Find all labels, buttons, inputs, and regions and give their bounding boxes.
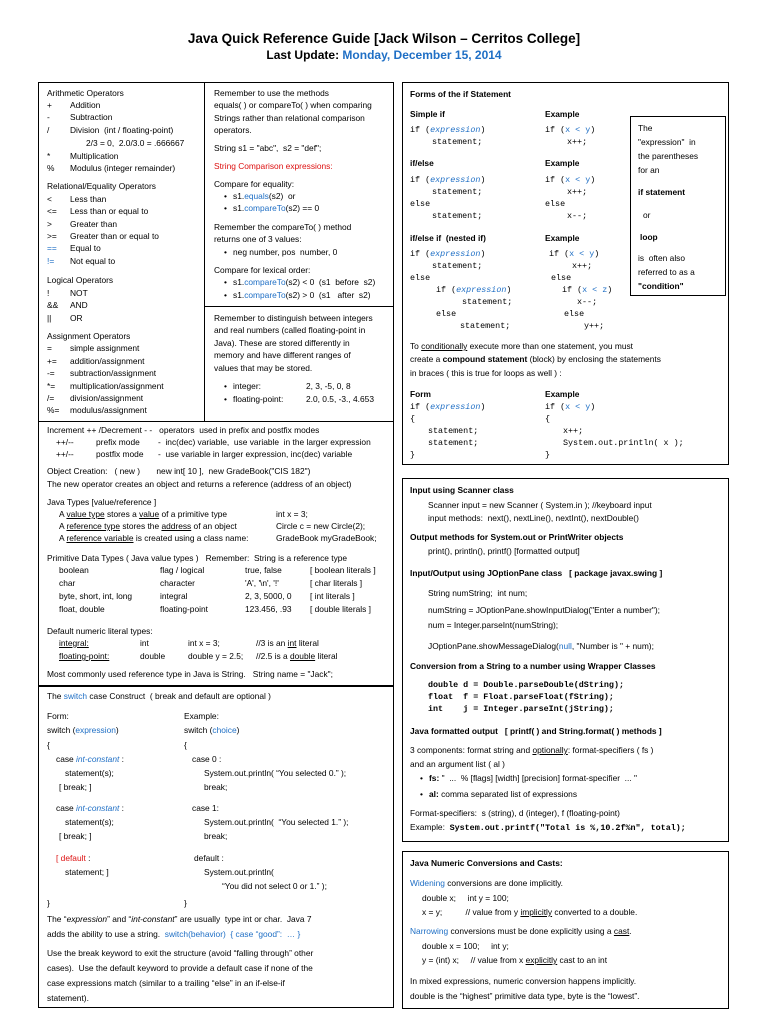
text-line: postfix mode [96,449,144,459]
text-line: Example: [184,711,219,721]
text-line: float, double [59,604,105,614]
text-line: double x; int y = 100; [422,893,509,903]
text-line: JOptionPane.showMessageDialog(null, "Number is " + num); [428,641,654,651]
text-line: input methods: next(), nextLine(), nextInt(), nextDouble() [428,513,639,523]
text-line: statement; [432,261,483,271]
text-line: cases). Use the default keyword to provide a default case if none of the [47,963,313,973]
text-line: if (expression) [410,249,486,259]
text-line: >= [47,231,57,241]
text-line: double x = 100; int y; [422,941,509,951]
text-line: *= [47,381,56,391]
text-line: is often also [638,253,686,263]
text-line: adds the ability to use a string. switch(behavior) { case “good”: … } [47,929,301,939]
text-line: == [47,243,57,253]
text-line: values that may be stored. [214,363,313,373]
text-line: A reference type stores the address of an object [59,521,237,531]
text-line: statement(s); [65,817,114,827]
text-line: • floating-point: [224,394,284,404]
text-line: integral [160,591,188,601]
text-line: and an argument list ( al ) [410,759,505,769]
text-line: < [47,194,52,204]
text-line: Modulus (integer remainder) [70,163,176,173]
text-line: && [47,300,59,310]
text-line: int j = Integer.parseInt(jString); [428,704,614,714]
text-line: Conversion from a String to a number using Wrapper Classes [410,661,656,671]
text-line: statement; [428,426,479,436]
text-line: memory and have different ranges of [214,350,351,360]
text-line: //2.5 is a double literal [256,651,338,661]
text-line: /= [47,393,55,403]
text-line: boolean [59,565,89,575]
page-title: Java Quick Reference Guide [Jack Wilson – Cerritos College] [187,31,581,46]
text-line: double y = 2.5; [188,651,244,661]
text-line: 'A', '\n', '!' [245,578,279,588]
text-line: Increment ++ /Decrement - - operators used in prefix and postfix modes [47,425,320,435]
text-line: • integer: [224,381,261,391]
text-line: || [47,313,52,323]
text-line: ++/-- [56,437,74,447]
text-line: division/assignment [70,393,144,403]
text-line: GradeBook myGradeBook; [276,533,377,543]
text-line: Widening conversions are done implicitly. [410,878,563,888]
text-line: / [47,125,50,135]
text-line: Example [545,233,580,243]
text-line: case expressions match (similar to a trailing “else” in an if-else-if [47,978,285,988]
text-line: Scanner input = new Scanner ( System.in ); //keyboard input [428,500,652,510]
text-line: -= [47,368,55,378]
text-line: int x = 3; [188,638,220,648]
text-line: if (expression) [410,175,486,185]
text-line: Greater than or equal to [70,231,159,241]
text-line: Remember the compareTo( ) method [214,222,352,232]
text-line: ++/-- [56,449,74,459]
text-line: subtraction/assignment [70,368,157,378]
text-line: double is the “highest” primitive data type, byte is the “lowest”. [410,991,640,1001]
text-line: The [638,123,653,133]
text-line: equals( ) or compareTo( ) when comparing [214,100,372,110]
operators-bottom-divider [38,421,394,422]
text-line: Java Types [value/reference ] [47,497,157,507]
text-line: case 0 : [192,754,222,764]
text-line: Input using Scanner class [410,485,514,495]
text-line: OR [70,313,83,323]
text-line: • neg number, pos number, 0 [224,247,338,257]
text-line: "expression" in [638,137,696,147]
text-line: y++; [584,321,605,331]
text-line: if (x < y) [545,175,596,185]
text-line: statement; [428,438,479,448]
text-line: floating-point [160,604,208,614]
text-line: } [410,450,416,460]
text-line: - use variable in larger expression, inc(dec) variable [158,449,353,459]
text-line: if/else [410,158,434,168]
text-line: byte, short, int, long [59,591,133,601]
text-line: Arithmetic Operators [47,88,124,98]
text-line: multiplication/assignment [70,381,164,391]
text-line: In mixed expressions, numeric conversion happens implicitly. [410,976,637,986]
text-line: case int-constant : [56,754,124,764]
text-line: Assignment Operators [47,331,131,341]
text-line: • s1.compareTo(s2) > 0 (s1 after s2) [224,290,371,300]
text-line: int x = 3; [276,509,308,519]
text-line: Equal to [70,243,101,253]
text-line: statement; [432,137,483,147]
text-line: System.out.println( [204,867,274,877]
text-line: referred to as a [638,267,695,277]
text-line: addition/assignment [70,356,145,366]
text-line: integral: [59,638,89,648]
text-line: prefix mode [96,437,140,447]
text-line: break; [204,782,228,792]
text-line: else [545,199,566,209]
operators-divider [204,82,205,421]
text-line: Example [545,109,580,119]
text-line: Object Creation: ( new ) new int[ 10 ], new GradeBook("CIS 182") [47,466,311,476]
text-line: Example: System.out.printf("Total is %,10.2f%n", total); [410,822,686,833]
text-line: { [410,414,416,424]
text-line: if (expression) [410,402,486,412]
text-line: += [47,356,57,366]
text-line: for an [638,165,660,175]
text-line: NOT [70,288,88,298]
text-line: if (x < y) [545,125,596,135]
text-line: if/else if (nested if) [410,233,486,243]
text-line: 2.0, 0.5, -3., 4.653 [306,394,374,404]
text-line: - [47,112,50,122]
text-line: operators. [214,125,252,135]
text-line: if (x < y) [545,402,596,412]
text-line: { [545,414,551,424]
text-line: double [140,651,166,661]
text-line: Remember to distinguish between integers [214,313,373,323]
text-line: x++; [563,426,584,436]
text-line: Simple if [410,109,445,119]
text-line: 2, 3, -5, 0, 8 [306,381,351,391]
text-line: • s1.compareTo(s2) < 0 (s1 before s2) [224,277,376,287]
text-line: Primitive Data Types ( Java value types ) Remember: String is a reference type [47,553,348,563]
text-line: %= [47,405,60,415]
text-line: The new operator creates an object and returns a reference (address of an object) [47,479,352,489]
text-line: //3 is an int literal [256,638,319,648]
text-line: break; [204,831,228,841]
text-line: switch (expression) [47,725,119,735]
text-line: [ int literals ] [310,591,355,601]
text-line: else [436,309,457,319]
text-line: + [47,100,52,110]
text-line: Java formatted output [ printf( ) and String.format( ) methods ] [410,726,662,736]
text-line: Circle c = new Circle(2); [276,521,366,531]
text-line: flag / logical [160,565,205,575]
text-line: Output methods for System.out or PrintWriter objects [410,532,624,542]
text-line: else [410,273,431,283]
text-line: [ break; ] [59,782,92,792]
text-line: Java). These are stored differently in [214,338,350,348]
text-line: [ char literals ] [310,578,363,588]
text-line: 2, 3, 5000, 0 [245,591,292,601]
text-line: “You did not select 0 or 1.” ); [222,881,327,891]
text-line: if (expression) [410,125,486,135]
text-line: loop [640,232,658,242]
text-line: { [184,740,187,750]
text-line: statement; [462,297,513,307]
text-line: case 1: [192,803,220,813]
text-line: x--; [567,211,588,221]
text-line: simple assignment [70,343,140,353]
text-line: Division (int / floating-point) [70,125,174,135]
last-update: Last Update: Monday, December 15, 2014 [266,48,502,62]
text-line: System.out.println( x ); [563,438,684,448]
text-line: [ double literals ] [310,604,371,614]
text-line: int [140,638,149,648]
text-line: if (expression) [436,285,512,295]
text-line: x++; [567,187,588,197]
text-line: Form [410,389,431,399]
text-line: A reference variable is created using a class name: [59,533,249,543]
text-line: Use the break keyword to exit the structure (avoid “falling through” other [47,948,314,958]
text-line: Example [545,389,580,399]
text-line: 123.456, .93 [245,604,292,614]
text-line: Most commonly used reference type in Java is String. String name = "Jack"; [47,669,333,679]
text-line: != [47,256,55,266]
text-line: print(), println(), printf() [formatted output] [428,546,580,556]
text-line: Multiplication [70,151,119,161]
text-line: num = Integer.parseInt(numString); [428,620,559,630]
text-line: • s1.equals(s2) or [224,191,296,201]
text-line: char [59,578,76,588]
text-line: or [643,210,651,220]
text-line: Java Numeric Conversions and Casts: [410,858,563,868]
text-line: statement; ] [65,867,109,877]
text-line: } [184,898,187,908]
text-line: x--; [577,297,598,307]
text-line: • al: comma separated list of expressions [420,789,578,799]
text-line: true, false [245,565,282,575]
text-line: Relational/Equality Operators [47,181,156,191]
text-line: "condition" [638,281,684,291]
text-line: { [47,740,50,750]
text-line: create a compound statement (block) by enclosing the statements [410,354,661,364]
text-line: else [551,273,572,283]
text-line: Logical Operators [47,275,114,285]
text-line: Forms of the if Statement [410,89,511,99]
text-line: The switch case Construct ( break and default are optional ) [47,691,271,701]
text-line: % [47,163,55,173]
text-line: } [47,898,50,908]
text-line: Strings rather than relational comparison [214,113,365,123]
text-line: Example [545,158,580,168]
text-line: statement). [47,993,89,1003]
text-line: String numString; int num; [428,588,528,598]
text-line: floating-point: [59,651,110,661]
text-line: * [47,151,51,161]
text-line: statement(s); [65,768,114,778]
text-line: the parentheses [638,151,699,161]
text-line: statement; [432,187,483,197]
text-line: Narrowing conversions must be done explicitly using a cast. [410,926,632,936]
text-line: x++; [572,261,593,271]
strcmp-divider [204,306,394,307]
text-line: System.out.println( “You selected 1.” ); [204,817,349,827]
text-line: AND [70,300,88,310]
text-line: Compare for equality: [214,179,295,189]
text-line: statement; [432,211,483,221]
text-line: > [47,219,52,229]
text-line: Greater than [70,219,118,229]
text-line: • fs: " ... % [flags] [width] [precision] format-specifier ... " [420,773,637,783]
text-line: if statement [638,187,686,197]
text-line: if (x < y) [549,249,600,259]
text-line: <= [47,206,57,216]
text-line: String Comparison expressions: [214,161,333,171]
text-line: 2/3 = 0, 2.0/3.0 = .666667 [86,138,185,148]
text-line: switch (choice) [184,725,240,735]
text-line: Input/Output using JOptionPane class [ package javax.swing ] [410,568,663,578]
text-line: System.out.println( “You selected 0.” ); [204,768,347,778]
text-line: case int-constant : [56,803,124,813]
text-line: } [545,450,551,460]
text-line: y = (int) x; // value from x explicitly cast to an int [422,955,608,965]
text-line: String s1 = "abc", s2 = "def"; [214,143,322,153]
text-line: returns one of 3 values: [214,234,302,244]
text-line: Subtraction [70,112,113,122]
text-line: x++; [567,137,588,147]
text-line: in braces ( this is true for loops as well ) : [410,368,562,378]
text-line: else [410,199,431,209]
text-line: x = y; // value from y implicitly converted to a double. [422,907,638,917]
text-line: and real numbers (called floating-point in [214,325,366,335]
text-line: 3 components: format string and optionally: format-specifiers ( fs ) [410,745,654,755]
text-line: [ boolean literals ] [310,565,376,575]
text-line: Not equal to [70,256,116,266]
text-line: [ break; ] [59,831,92,841]
text-line: else [564,309,585,319]
text-line: Addition [70,100,101,110]
text-line: if (x < z) [562,285,613,295]
text-line: • s1.compareTo(s2) == 0 [224,203,320,213]
text-line: character [160,578,195,588]
text-line: Less than or equal to [70,206,149,216]
text-line: Compare for lexical order: [214,265,311,275]
text-line: Format-specifiers: s (string), d (integer), f (floating-point) [410,808,620,818]
text-line: [ default : [56,853,91,863]
text-line: statement; [460,321,511,331]
text-line: numString = JOptionPane.showInputDialog("Enter a number"); [428,605,660,615]
text-line: Default numeric literal types: [47,626,153,636]
text-line: Less than [70,194,107,204]
text-line: = [47,343,52,353]
text-line: float f = Float.parseFloat(fString); [428,692,614,702]
text-line: double d = Double.parseDouble(dString); [428,680,625,690]
text-line: - inc(dec) variable, use variable in the larger expression [158,437,371,447]
text-line: ! [47,288,50,298]
text-line: modulus/assignment [70,405,147,415]
text-line: To conditionally execute more than one statement, you must [410,341,633,351]
text-line: default : [194,853,224,863]
text-line: A value type stores a value of a primitive type [59,509,228,519]
text-line: Remember to use the methods [214,88,329,98]
text-line: The “expression” and “int-constant” are usually type int or char. Java 7 [47,914,312,924]
text-line: Form: [47,711,69,721]
